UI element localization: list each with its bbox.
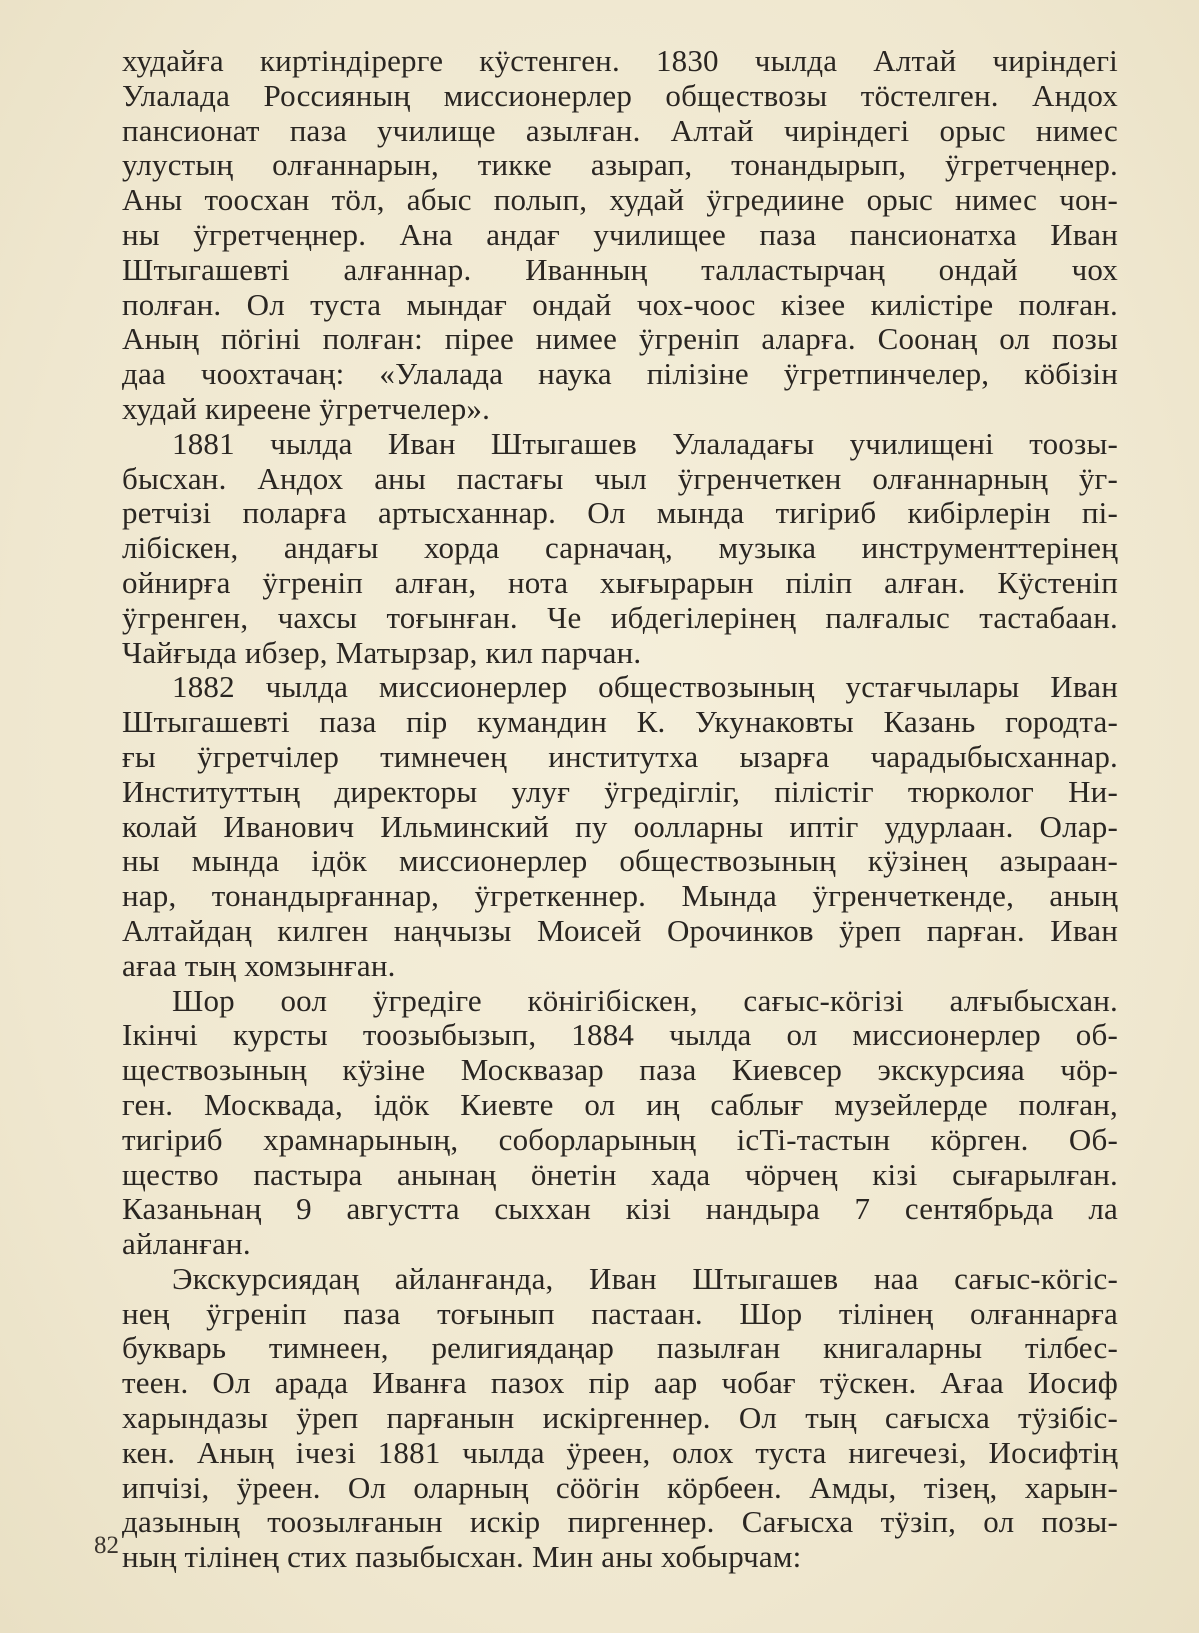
text-line: Штыгашевті паза пір кумандин К. Укунаковты Казань городта- bbox=[122, 704, 1118, 740]
text-line: ипчізі, ӱреен. Ол оларның сӧӧгін кӧрбеен. Амды, тізең, харын- bbox=[122, 1469, 1118, 1505]
text-line: дазының тоозылғанын искір пиргеннер. Сағысха тӱзіп, ол позы- bbox=[122, 1504, 1118, 1540]
text-line: Ікінчі курсты тоозыбызып, 1884 чылда ол миссионерлер об- bbox=[122, 1017, 1118, 1053]
text-line: 1882 чылда миссионерлер обществозының устағчылары Иван bbox=[172, 669, 1118, 705]
text-line: худайға киртіндірерге кӱстенген. 1830 чылда Алтай чиріндегі bbox=[122, 43, 1118, 78]
text-line: Алтайдаң килген наңчызы Моисей Орочинков ӱреп парған. Иван bbox=[122, 912, 1118, 948]
text-line: полған. Ол туста мындағ ондай чох-чоос кізее килістіре полған. bbox=[122, 286, 1118, 322]
text-line: Шор оол ӱгредіге кӧнігібіскен, сағыс-кӧгізі алғыбысхан. bbox=[172, 982, 1118, 1018]
text-line: пансионат паза училище азылған. Алтай чиріндегі орыс нимес bbox=[122, 112, 1118, 148]
text-line: Улалада Россияның миссионерлер обществозы тӧстелген. Андох bbox=[122, 77, 1118, 113]
text-line: Чайғыда ибзер, Матырзар, кил парчан. bbox=[122, 634, 642, 670]
text-line: худай киреене ӱгретчелер». bbox=[122, 390, 491, 426]
text-line: ның тілінең стих пазыбысхан. Мин аны хобырчам: bbox=[122, 1539, 802, 1575]
text-line: ғы ӱгретчілер тимнечең институтха ызарға чарадыбысханнар. bbox=[122, 738, 1118, 774]
text-line: даа чоохтачаң: «Улалада наука пілізіне ӱгретпинчелер, кӧбізін bbox=[122, 356, 1118, 392]
text-line: ағаа тың хомзынған. bbox=[122, 947, 396, 983]
text-line: нең ӱгреніп паза тоғынып пастаан. Шор тілінең олғаннарға bbox=[122, 1295, 1118, 1331]
text-line: щество пастыра анынаң ӧнетін хада чӧрчең кізі сығарылған. bbox=[122, 1156, 1118, 1192]
text-line: ген. Москвада, ідӧк Киевте ол иң саблығ музейлерде полған, bbox=[122, 1086, 1118, 1122]
text-line: бысхан. Андох аны пастағы чыл ӱгренчеткен олғаннарның ӱг- bbox=[122, 460, 1118, 496]
text-line: теен. Ол арада Иванға пазох пір аар чобағ тӱскен. Ағаа Иосиф bbox=[122, 1365, 1118, 1401]
text-line: ны мында ідӧк миссионерлер обществозының кӱзінең азыраан- bbox=[122, 843, 1118, 879]
text-line: кен. Аның ічезі 1881 чылда ӱреен, олох туста нигечезі, Иосифтің bbox=[122, 1434, 1118, 1470]
text-line: ойнирға ӱгреніп алған, нота хығырарын пiлiп алған. Кӱстеніп bbox=[122, 564, 1118, 600]
text-line: харындазы ӱреп парғанын искіргеннер. Ол тың сағысха тӱзібіс- bbox=[122, 1400, 1118, 1436]
page-number: 82 bbox=[94, 1532, 119, 1559]
text-line: ществозының кӱзіне Москвазар паза Киевсер экскурсияа чӧр- bbox=[122, 1052, 1118, 1088]
text-line: ны ӱгретчеңнер. Ана андағ училищее паза пансионатха Иван bbox=[122, 216, 1118, 252]
text-line: колай Иванович Ильминский пу оолларны иптіг удурлаан. Олар- bbox=[122, 808, 1118, 844]
text-line: нар, тонандырғаннар, ӱгреткеннер. Мында ӱгренчеткенде, аның bbox=[122, 878, 1118, 914]
text-line: айланған. bbox=[122, 1226, 251, 1262]
text-line: Штыгашевті алғаннар. Иванның талластырчаң ондай чох bbox=[122, 251, 1118, 287]
text-line: Институттың директоры улуғ ӱгредігліг, пілістіг тюрколог Ни- bbox=[122, 773, 1118, 809]
text-line: Аның пӧгіні полған: пірее нимее ӱгреніп аларға. Соонаң ол позы bbox=[122, 321, 1118, 357]
text-line: Аны тоосхан тӧл, абыс полып, худай ӱгредиине орыс нимес чон- bbox=[122, 182, 1118, 218]
text-line: лібіскен, андағы хорда сарначаң, музыка инструменттерінең bbox=[122, 530, 1118, 566]
text-line: Казаньнаң 9 августта сыххан кізі нандыра 7 сентябрьда ла bbox=[122, 1191, 1118, 1227]
text-line: ретчізі поларға артысханнар. Ол мында тигіриб кибірлерін пі- bbox=[122, 495, 1118, 531]
text-line: тигіриб храмнарының, соборларының ісTi-тастын кӧрген. Об- bbox=[122, 1121, 1118, 1157]
body-text bbox=[122, 44, 1118, 1575]
text-line: Экскурсиядаң айланғанда, Иван Штыгашев наа сағыс-кӧгіс- bbox=[172, 1260, 1118, 1296]
text-line: ӱгренген, чахсы тоғынған. Че ибдегілерінең палғалыс тастабаан. bbox=[122, 599, 1118, 635]
text-line: 1881 чылда Иван Штыгашев Улаладағы училищені тоозы- bbox=[172, 425, 1118, 461]
text-line: улустың олғаннарын, тикке азырап, тонандырып, ӱгретчеңнер. bbox=[122, 147, 1118, 183]
text-line: букварь тимнеен, религиядаңар пазылған книгаларны тілбес- bbox=[122, 1330, 1118, 1366]
